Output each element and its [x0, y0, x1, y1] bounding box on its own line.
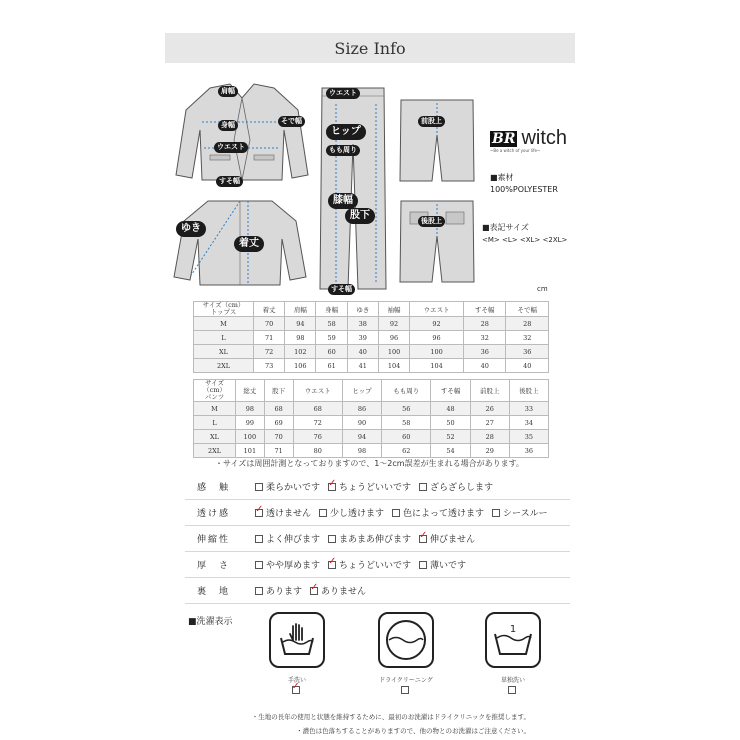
- table-header-size: サイズ（cm） パンツ: [194, 380, 236, 402]
- checkbox: [492, 509, 500, 517]
- feel-option: [492, 506, 548, 519]
- table-row: [194, 359, 549, 373]
- table-header: すそ幅: [463, 302, 506, 317]
- table-header: 後股上: [509, 380, 548, 402]
- table-cell: 100: [236, 430, 265, 444]
- table-cell: 26: [470, 402, 509, 416]
- table-header: 股下: [264, 380, 293, 402]
- table-row: [194, 345, 549, 359]
- table-cell: 32: [463, 331, 506, 345]
- table-row: [194, 416, 549, 430]
- feel-label: 感 触: [197, 483, 231, 493]
- brand-logo: [490, 127, 567, 150]
- table-cell: 104: [410, 359, 464, 373]
- feel-option-label: 色によって透けます: [403, 509, 485, 519]
- table-cell: 98: [236, 402, 265, 416]
- table-row: [194, 430, 549, 444]
- feel-option: [255, 584, 302, 597]
- table-cell: 96: [378, 331, 409, 345]
- table-cell: 92: [378, 317, 409, 331]
- checkbox: [255, 509, 263, 517]
- checkbox: [328, 561, 336, 569]
- table-cell: 104: [378, 359, 409, 373]
- feel-row: [185, 474, 570, 500]
- pants-size-table: [193, 379, 549, 458]
- table-row: [194, 317, 549, 331]
- hem-width-label: すそ幅: [216, 176, 243, 187]
- feel-option: [419, 532, 475, 545]
- feel-option-label: よく伸びます: [266, 535, 321, 545]
- table-cell: 69: [264, 416, 293, 430]
- feel-option-label: やや厚めます: [266, 561, 321, 571]
- size-note: ・サイズは周囲計測となっておりますので、1〜2cm誤差が生まれる場合があります。: [215, 459, 524, 468]
- checkbox: [319, 509, 327, 517]
- tops-size-table: [193, 301, 549, 373]
- pants-hem-label: すそ幅: [328, 284, 355, 295]
- table-cell: 102: [285, 345, 316, 359]
- checkbox: [255, 587, 263, 595]
- table-cell: 98: [285, 331, 316, 345]
- table-cell: 50: [431, 416, 470, 430]
- table-cell: 36: [463, 345, 506, 359]
- table-cell: 34: [509, 416, 548, 430]
- table-row: [194, 402, 549, 416]
- care-checkbox: [508, 686, 516, 694]
- table-cell: 58: [316, 317, 347, 331]
- care-title: ■洗濯表示: [188, 617, 233, 627]
- table-cell: 36: [506, 345, 549, 359]
- care-caption: 手洗い: [287, 677, 306, 684]
- feel-option: [328, 480, 411, 493]
- feel-option-label: 薄いです: [430, 561, 467, 571]
- table-cell: 29: [470, 444, 509, 458]
- feel-option: [255, 480, 320, 493]
- table-header: そで幅: [506, 302, 549, 317]
- knee-label: 膝幅: [328, 193, 358, 209]
- feel-label: 透け感: [197, 509, 231, 519]
- wash-temp-label: 1: [509, 624, 517, 635]
- feel-option-label: 少し透けます: [330, 509, 385, 519]
- table-header: すそ幅: [431, 380, 470, 402]
- material-info: [490, 172, 558, 196]
- unit-label: cm: [537, 285, 548, 293]
- table-header: ウエスト: [293, 380, 343, 402]
- table-cell: 58: [381, 416, 431, 430]
- table-cell: 52: [431, 430, 470, 444]
- feel-label: 裏 地: [197, 587, 231, 597]
- table-cell: 73: [254, 359, 285, 373]
- table-cell-size: M: [194, 402, 236, 416]
- feel-option-label: 透けません: [266, 509, 312, 519]
- table-cell: 33: [509, 402, 548, 416]
- table-cell: 62: [381, 444, 431, 458]
- table-cell: 72: [254, 345, 285, 359]
- inseam-label: 股下: [345, 208, 375, 224]
- page-title: Size Info: [165, 33, 575, 63]
- table-cell: 100: [410, 345, 464, 359]
- table-cell: 61: [316, 359, 347, 373]
- table-cell: 80: [293, 444, 343, 458]
- table-cell: 70: [254, 317, 285, 331]
- table-cell: 56: [381, 402, 431, 416]
- sleeve-width-label: そで幅: [278, 116, 305, 127]
- jacket-waist-label: ウエスト: [214, 142, 248, 153]
- feel-option-label: まあまあ伸びます: [339, 535, 412, 545]
- feel-row: [185, 552, 570, 578]
- feel-row: [185, 500, 570, 526]
- size-notation-label: ■表記サイズ: [482, 223, 529, 232]
- table-cell: 32: [506, 331, 549, 345]
- feel-option: [310, 584, 366, 597]
- table-header-row: [194, 302, 549, 317]
- feel-row: [185, 526, 570, 552]
- table-cell: 106: [285, 359, 316, 373]
- checkbox: [255, 483, 263, 491]
- pants-waist-label: ウエスト: [326, 88, 360, 99]
- checkbox: [328, 483, 336, 491]
- care-single-wash: [478, 612, 548, 694]
- feel-label: 厚 さ: [197, 561, 231, 571]
- table-header: 総丈: [236, 380, 265, 402]
- table-cell: 36: [509, 444, 548, 458]
- table-cell: 60: [316, 345, 347, 359]
- care-hand-wash: [262, 612, 332, 694]
- table-header-size: サイズ（cm） トップス: [194, 302, 254, 317]
- table-cell: 59: [316, 331, 347, 345]
- thigh-label: もも周り: [326, 145, 360, 156]
- feel-option-label: 柔らかいです: [266, 483, 321, 493]
- table-cell-size: XL: [194, 345, 254, 359]
- feel-option: [419, 558, 466, 571]
- feel-option-label: あります: [266, 587, 303, 597]
- table-cell: 99: [236, 416, 265, 430]
- back-rise-label: 後股上: [418, 216, 445, 227]
- table-header: ゆき: [347, 302, 378, 317]
- footer-line-1: ・生地の長年の使用と状態を維持するために、最初のお洗濯はドライクリニックを推奨します。: [251, 713, 530, 721]
- table-cell: 101: [236, 444, 265, 458]
- feel-option: [319, 506, 384, 519]
- feel-option: [255, 532, 320, 545]
- table-cell-size: XL: [194, 430, 236, 444]
- table-cell-size: M: [194, 317, 254, 331]
- feel-option: [328, 558, 411, 571]
- checkbox: [255, 561, 263, 569]
- table-cell: 40: [506, 359, 549, 373]
- chest-label: 身幅: [218, 120, 238, 131]
- table-cell: 28: [506, 317, 549, 331]
- feel-row: [185, 578, 570, 604]
- table-header-row: [194, 380, 549, 402]
- table-cell: 90: [343, 416, 382, 430]
- table-header: 前股上: [470, 380, 509, 402]
- hand-wash-icon: [269, 612, 325, 668]
- feel-option-label: ざらざらします: [430, 483, 494, 493]
- table-header: もも周り: [381, 380, 431, 402]
- feel-option: [419, 480, 493, 493]
- table-header: 身幅: [316, 302, 347, 317]
- brand-mark: BR: [492, 130, 516, 147]
- table-cell: 68: [264, 402, 293, 416]
- table-cell: 28: [463, 317, 506, 331]
- checkbox: [419, 561, 427, 569]
- feel-option: [392, 506, 484, 519]
- table-cell: 39: [347, 331, 378, 345]
- table-header: 肩幅: [285, 302, 316, 317]
- table-row: [194, 444, 549, 458]
- feel-option: [328, 532, 411, 545]
- front-rise-illustration: [398, 97, 476, 185]
- table-cell: 100: [378, 345, 409, 359]
- size-notation-value: <M> <L> <XL> <2XL>: [482, 236, 568, 244]
- table-cell: 71: [254, 331, 285, 345]
- table-cell: 40: [347, 345, 378, 359]
- checkbox: [392, 509, 400, 517]
- checkbox: [419, 483, 427, 491]
- size-notation-info: [482, 222, 567, 246]
- table-cell: 94: [285, 317, 316, 331]
- table-header: ウエスト: [410, 302, 464, 317]
- sleeve-length-label: ゆき: [176, 221, 206, 237]
- table-cell: 72: [293, 416, 343, 430]
- care-checkbox: [401, 686, 409, 694]
- length-label: 着丈: [234, 236, 264, 252]
- table-row: [194, 331, 549, 345]
- jacket-front-illustration: [170, 80, 315, 185]
- table-cell: 68: [293, 402, 343, 416]
- feel-option-label: ありません: [321, 587, 367, 597]
- table-cell-size: 2XL: [194, 444, 236, 458]
- table-cell: 54: [431, 444, 470, 458]
- table-header: 着丈: [254, 302, 285, 317]
- table-cell: 60: [381, 430, 431, 444]
- table-cell: 70: [264, 430, 293, 444]
- hip-label: ヒップ: [326, 124, 366, 140]
- table-cell: 40: [463, 359, 506, 373]
- feel-option: [255, 506, 311, 519]
- table-cell: 28: [470, 430, 509, 444]
- table-cell: 35: [509, 430, 548, 444]
- care-caption: ドライクリーニング: [379, 677, 433, 684]
- table-cell-size: 2XL: [194, 359, 254, 373]
- table-header: ヒップ: [343, 380, 382, 402]
- shoulder-label: 肩幅: [218, 86, 238, 97]
- checkbox: [419, 535, 427, 543]
- table-cell: 92: [410, 317, 464, 331]
- feel-option-label: ちょうどいいです: [339, 561, 412, 571]
- table-cell-size: L: [194, 331, 254, 345]
- feel-option: [255, 558, 320, 571]
- table-cell: 94: [343, 430, 382, 444]
- feel-option-label: シースルー: [503, 509, 548, 519]
- table-cell: 86: [343, 402, 382, 416]
- table-cell: 27: [470, 416, 509, 430]
- front-rise-label: 前股上: [418, 116, 445, 127]
- checkbox: [328, 535, 336, 543]
- brand-name: witch: [521, 127, 568, 149]
- back-rise-illustration: [398, 198, 476, 286]
- material-value: 100%POLYESTER: [490, 185, 558, 194]
- feel-option-label: 伸びません: [430, 535, 476, 545]
- table-cell: 76: [293, 430, 343, 444]
- feel-option-label: ちょうどいいです: [339, 483, 412, 493]
- table-cell: 96: [410, 331, 464, 345]
- table-cell: 38: [347, 317, 378, 331]
- material-label: ■素材: [490, 173, 514, 182]
- checkbox: [255, 535, 263, 543]
- pants-illustration: [318, 84, 388, 294]
- table-cell: 48: [431, 402, 470, 416]
- brand-tagline: ~Be a witch of your life~: [490, 148, 541, 153]
- table-cell: 98: [343, 444, 382, 458]
- care-caption: 単独洗い: [500, 677, 525, 684]
- table-header: 袖幅: [378, 302, 409, 317]
- dry-clean-icon: [378, 612, 434, 668]
- table-cell: 41: [347, 359, 378, 373]
- table-cell: 71: [264, 444, 293, 458]
- table-cell-size: L: [194, 416, 236, 430]
- checkbox: [310, 587, 318, 595]
- feel-label: 伸縮性: [197, 535, 231, 545]
- care-checkbox: [292, 686, 300, 694]
- care-dry-clean: [371, 612, 441, 694]
- footer-line-2: ・濃色は色落ちすることがありますので、他の物とのお洗濯はご注意ください。: [296, 727, 530, 735]
- single-wash-icon: [485, 612, 541, 668]
